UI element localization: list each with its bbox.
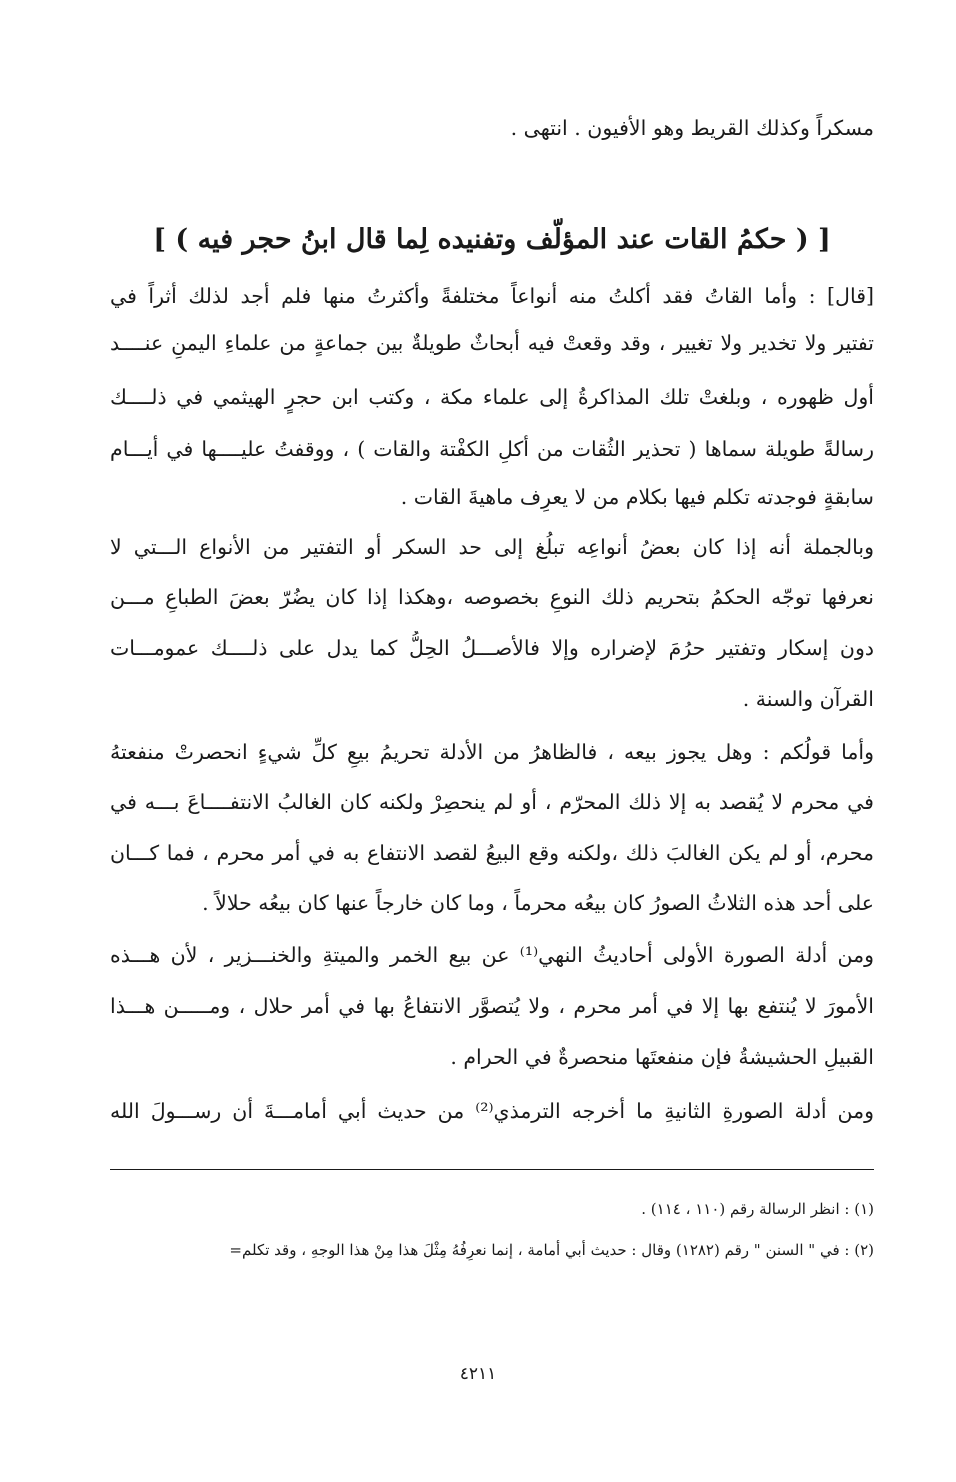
text-line: الأمورَ لا يُنتفع بها إلا في أمر محرم ، ولا يُتصوَّر الانتفاعُ بها في أمر حلال ، ومـــــن هـــذا xyxy=(110,994,874,1018)
text-line: وبالجملة أنه إذا كان بعضُ أنواعِه تبلُغ إلى حد السكر أو التفتير من الأنواع الـــتي لا xyxy=(110,535,874,559)
text-line: دون إسكار وتفتير حرُمَ لإضراره وإلا فالأصـــلُ الحِلُّ كما يدل على ذلــــك عمومـــات xyxy=(110,636,874,660)
text-line: نعرفها توجّه الحكمُ بتحريم ذلك النوعِ بخصوصه ،وهكذا إذا كان يضُرّ بعضَ الطباعِ مـــن xyxy=(110,585,874,609)
text-line: رسالةً طويلة سماها ( تحذير الثُقات من أكلِ الكفْتة والقات ) ، ووقفتُ عليــــها في أيـــام xyxy=(110,437,874,461)
page-number: ٤٢١١ xyxy=(459,1364,497,1384)
text-line: أول ظهوره ، وبلغتْ تلك المذاكرةُ إلى علماء مكة ، وكتب ابن حجرٍ الهيثمي في ذلــــك xyxy=(110,385,874,409)
text-line: مسكراً وكذلك القريط وهو الأفيون . انتهى . xyxy=(510,116,874,140)
section-heading: [ ( حكمُ القات عند المؤلّف وتفنيده لِما قال ابنُ حجر فيه ) ] xyxy=(153,224,831,255)
text-line: سابقةٍ فوجدته تكلم فيها بكلام من لا يعرِف ماهيةَ القات . xyxy=(400,485,874,509)
text-line: [قال] : وأما القاتُ فقد أكلتُ منه أنواعاً مختلفةً وأكثرتُ منها فلم أجد لذلك أثراً في xyxy=(110,284,874,308)
text-line: القرآن والسنة . xyxy=(742,687,874,711)
text-line: تفتير ولا تخدير ولا تغيير ، وقد وقعتْ فيه أبحاثٌ طويلةٌ بين جماعةٍ من علماءِ اليمنِ عنــــد xyxy=(110,331,874,355)
text-line: ومن أدلة الصورةِ الثانيةِ ما أخرجه الترمذي⁽²⁾ من حديث أبي أمامـــةَ أن رســـولَ الله xyxy=(110,1099,874,1123)
text-line: محرم، أو لم يكن الغالبَ ذلك ،ولكنه وقع البيعُ لقصد الانتفاع به في أمر محرم ، فما كـــان xyxy=(110,841,874,865)
text-line: على أحد هذه الثلاثُ الصورُ كان بيعُه محرماً ، وما كان خارجاً عنها كان بيعُه حلالاً . xyxy=(202,891,874,915)
text-line: القبيلِ الحشيشةُ فإن منفعتَها منحصرةٌ في الحرام . xyxy=(450,1045,874,1069)
text-line: وأما قولُكم : وهل يجوز بيعه ، فالظاهرُ من الأدلة تحريمُ بيعِ كلِّ شيءٍ انحصرتْ منفعتهُ xyxy=(110,740,874,764)
footnote-separator xyxy=(110,1169,874,1170)
footnote: (١) : انظر الرسالة رقم (١١٠ ، ١١٤) . xyxy=(641,1200,874,1218)
footnote: (٢) : في " السنن " رقم (١٢٨٢) وقال : حديث أبي أمامة ، إنما نعرِفُهُ مِثْلَ هذا مِنْ هذا الوجهِ ، وقد تكلم= xyxy=(229,1241,874,1259)
text-line: ومن أدلة الصورة الأولى أحاديثُ النهي⁽¹⁾ عن بيع الخمر والميتةِ والخنـــزير ، لأن هـــذه xyxy=(110,943,874,967)
text-line: في محرم لا يُقصد به إلا ذلك المحرّم ، أو لم ينحصِرْ ولكنه كان الغالبُ الانتفــــاعَ بـــه في xyxy=(110,790,874,814)
